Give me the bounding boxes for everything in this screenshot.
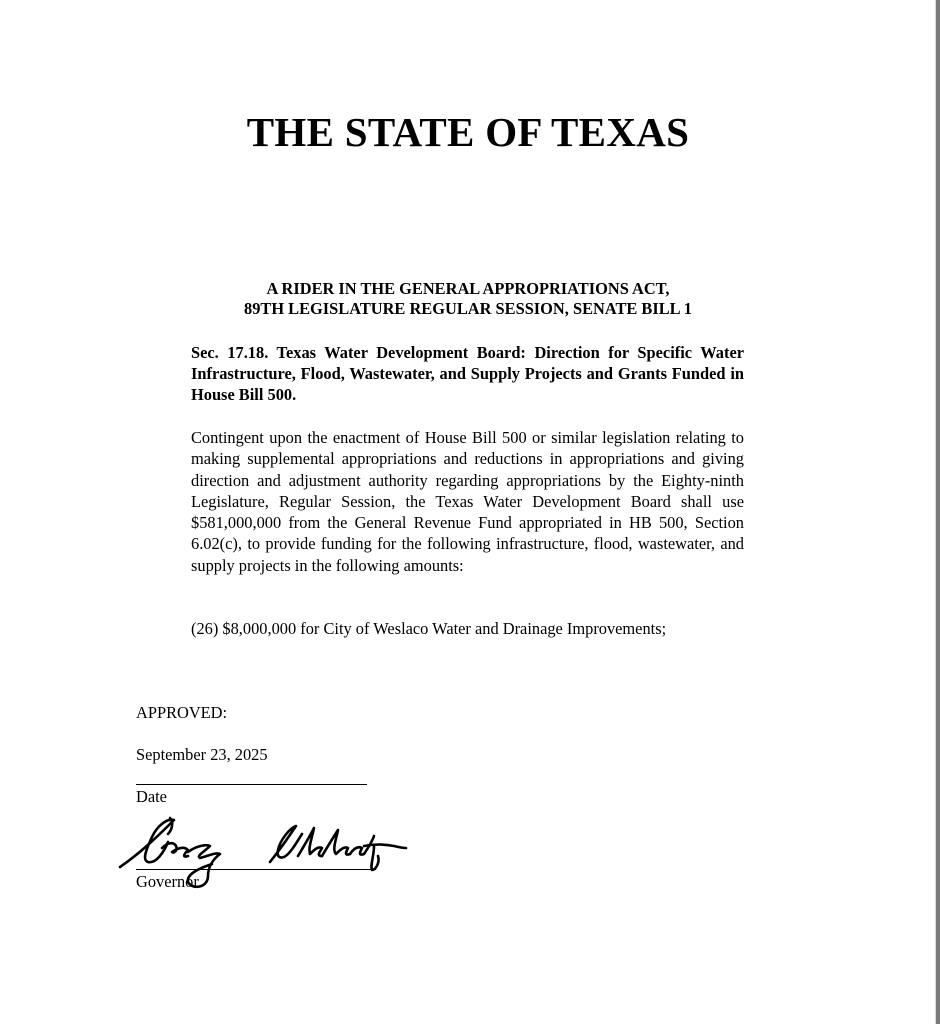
rider-heading-line-2: 89TH LEGISLATURE REGULAR SESSION, SENATE BILL 1 [244, 299, 692, 318]
approved-label: APPROVED: [136, 703, 228, 722]
governor-signature [112, 812, 412, 892]
approval-date: September 23, 2025 [136, 745, 268, 764]
document-title: THE STATE OF TEXAS [246, 109, 690, 155]
governor-label: Governor [136, 872, 199, 891]
date-signature-line [136, 784, 367, 785]
body-paragraph: Contingent upon the enactment of House Bill 500 or similar legislation relating to making supplemental appropriations and reductions in appropriations and giving direction and adjustment authority regarding appropriations by the Eighty-ninth Legislature, Regular Session, the Texas Water Development Board shall use $581,000,000 from the General Revenue Fund appropriated in HB 500, Section 6.02(c), to provide funding for the following infrastructure, flood, wastewater, and supply projects in the following amounts: [191, 428, 744, 575]
rider-heading-line-1: A RIDER IN THE GENERAL APPROPRIATIONS ACT, [266, 279, 670, 298]
rider-heading [0, 279, 936, 319]
appropriation-item: (26) $8,000,000 for City of Weslaco Water and Drainage Improvements; [191, 619, 667, 638]
date-label: Date [136, 787, 167, 806]
section-title: Sec. 17.18. Texas Water Development Board: Direction for Specific Water Infrastructure, Flood, Wastewater, and Supply Projects and Grants Funded in House Bill 500. [191, 343, 744, 404]
page-edge-border [936, 0, 940, 1024]
